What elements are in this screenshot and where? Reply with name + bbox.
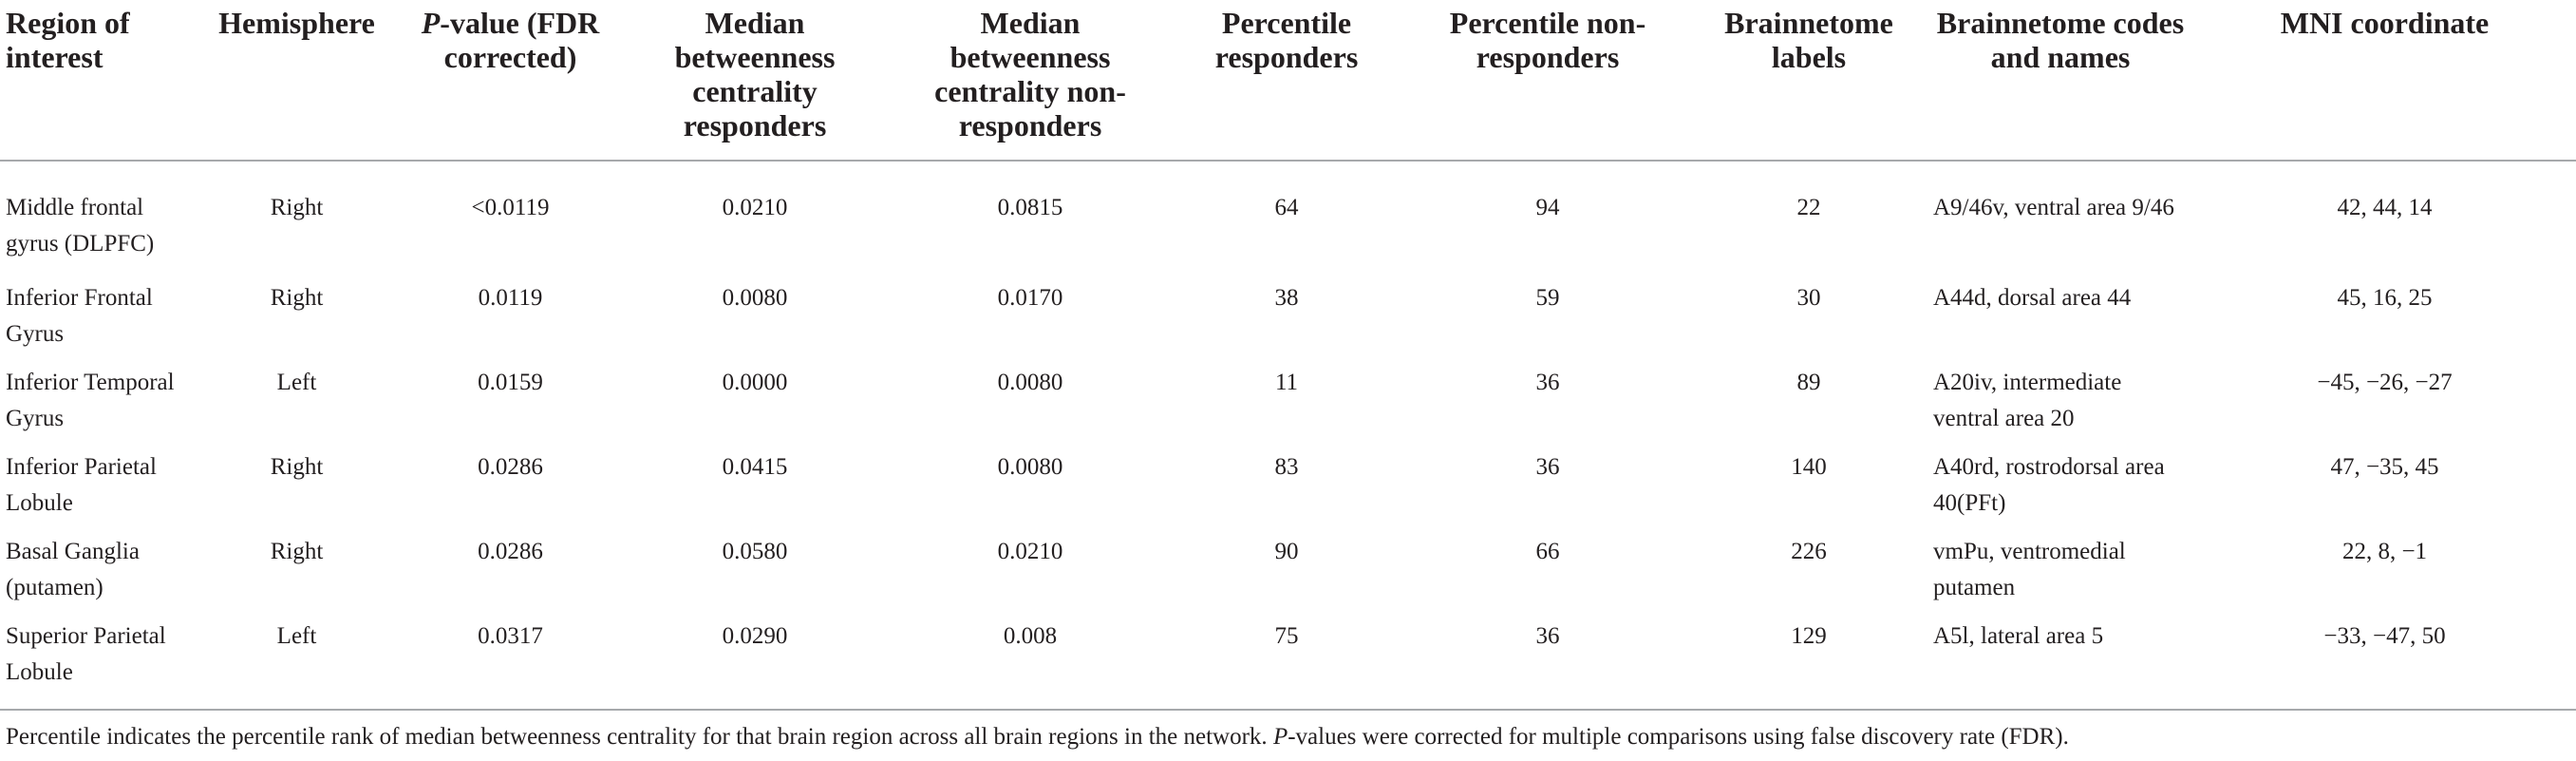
- cell-hemisphere: Right: [270, 454, 324, 480]
- cell-percentile-responders: 90: [1274, 539, 1299, 564]
- cell-mni: −45, −26, −27: [2317, 370, 2453, 395]
- cell-percentile-non-responders: 36: [1535, 370, 1560, 395]
- cell-percentile-responders: 75: [1168, 612, 1405, 710]
- cell-percentile-responders: 11: [1274, 370, 1299, 395]
- header-pvalue-italic: P: [421, 6, 441, 40]
- cell-brainnetome-label: 89: [1796, 370, 1821, 395]
- cell-pvalue: <0.0119: [471, 195, 550, 220]
- cell-median-non-responders: 0.0080: [997, 454, 1063, 480]
- cell-brainnetome-label: 30: [1796, 285, 1821, 311]
- header-hemisphere: Hemisphere: [190, 0, 404, 161]
- header-mni: MNI coordinate: [2193, 0, 2576, 161]
- cell-median-non-responders: 0.0170: [997, 285, 1063, 311]
- table-row: [0, 527, 2576, 612]
- cell-median-non-responders: 0.0815: [997, 195, 1063, 220]
- table-footnote: [6, 722, 2569, 752]
- cell-pvalue: 0.0286: [478, 454, 543, 480]
- cell-median-non-responders: 0.008: [893, 612, 1168, 710]
- cell-percentile-non-responders: 36: [1405, 612, 1690, 710]
- cell-region: Superior Parietal Lobule: [0, 612, 190, 710]
- cell-median-responders: 0.0415: [722, 454, 788, 480]
- cell-brainnetome-code: A5l, lateral area 5: [1927, 612, 2193, 710]
- footnote-italic-p: P: [1272, 724, 1288, 750]
- cell-hemisphere: Right: [270, 195, 324, 220]
- cell-region: Middle frontal gyrus (DLPFC): [6, 195, 155, 257]
- cell-hemisphere: Left: [190, 612, 404, 710]
- cell-percentile-responders: 64: [1274, 195, 1299, 220]
- cell-brainnetome-label: 226: [1791, 539, 1827, 564]
- cell-percentile-responders: 83: [1274, 454, 1299, 480]
- table-row: [0, 274, 2576, 358]
- cell-median-responders: 0.0000: [722, 370, 788, 395]
- cell-median-responders: 0.0080: [722, 285, 788, 311]
- cell-region: Basal Ganglia (putamen): [6, 539, 140, 600]
- cell-hemisphere: Right: [270, 539, 324, 564]
- cell-percentile-non-responders: 36: [1535, 454, 1560, 480]
- header-pvalue-rest: -value (FDR corrected): [440, 6, 600, 74]
- table-row: [0, 161, 2576, 274]
- table-row: [0, 443, 2576, 527]
- cell-brainnetome-code: A40rd, rostrodorsal area 40(PFt): [1933, 454, 2165, 516]
- cell-mni: 42, 44, 14: [2337, 195, 2433, 220]
- cell-pvalue: 0.0119: [478, 285, 543, 311]
- cell-hemisphere: Right: [270, 285, 324, 311]
- header-row: [0, 0, 2576, 161]
- header-percentile-responders: Percentile responders: [1168, 0, 1405, 161]
- cell-brainnetome-code: A9/46v, ventral area 9/46: [1933, 195, 2174, 220]
- cell-region: Inferior Temporal Gyrus: [6, 370, 175, 431]
- cell-percentile-non-responders: 94: [1535, 195, 1560, 220]
- header-median-responders: Median betweenness centrality responders: [617, 0, 893, 161]
- cell-median-non-responders: 0.0210: [997, 539, 1063, 564]
- cell-region: Inferior Parietal Lobule: [6, 454, 157, 516]
- table-row: [0, 612, 2576, 710]
- cell-median-non-responders: 0.0080: [997, 370, 1063, 395]
- cell-median-responders: 0.0210: [722, 195, 788, 220]
- footnote-part2: -values were corrected for multiple comparisons using false discovery rate (FDR).: [1288, 724, 2069, 750]
- table-row: [0, 358, 2576, 443]
- cell-mni: −33, −47, 50: [2193, 612, 2576, 710]
- cell-brainnetome-code: vmPu, ventromedial putamen: [1933, 539, 2126, 600]
- cell-brainnetome-label: 22: [1796, 195, 1821, 220]
- cell-pvalue: 0.0317: [404, 612, 617, 710]
- cell-mni: 45, 16, 25: [2337, 285, 2433, 311]
- header-region: Region of interest: [0, 0, 190, 161]
- header-brainnetome-codes: Brainnetome codes and names: [1927, 0, 2193, 161]
- header-pvalue: [404, 0, 617, 161]
- cell-median-responders: 0.0290: [617, 612, 893, 710]
- cell-mni: 22, 8, −1: [2341, 539, 2428, 564]
- cell-region: Inferior Frontal Gyrus: [6, 285, 153, 347]
- header-brainnetome-labels: Brainnetome labels: [1690, 0, 1927, 161]
- cell-median-responders: 0.0580: [722, 539, 788, 564]
- cell-pvalue: 0.0286: [478, 539, 543, 564]
- header-median-non-responders: Median betweenness centrality non-responders: [893, 0, 1168, 161]
- header-percentile-non-responders: Percentile non-responders: [1405, 0, 1690, 161]
- cell-percentile-responders: 38: [1274, 285, 1299, 311]
- cell-pvalue: 0.0159: [478, 370, 543, 395]
- cell-percentile-non-responders: 59: [1535, 285, 1560, 311]
- cell-brainnetome-code: A44d, dorsal area 44: [1933, 285, 2132, 311]
- cell-hemisphere: Left: [276, 370, 317, 395]
- cell-percentile-non-responders: 66: [1535, 539, 1560, 564]
- cell-mni: 47, −35, 45: [2330, 454, 2439, 480]
- cell-brainnetome-label: 129: [1690, 612, 1927, 710]
- cell-brainnetome-code: A20iv, intermediate ventral area 20: [1933, 370, 2122, 431]
- cell-brainnetome-label: 140: [1791, 454, 1827, 480]
- footnote-part1: Percentile indicates the percentile rank of median betweenness centrality for that brain region across all brain regions in the network.: [6, 724, 1273, 750]
